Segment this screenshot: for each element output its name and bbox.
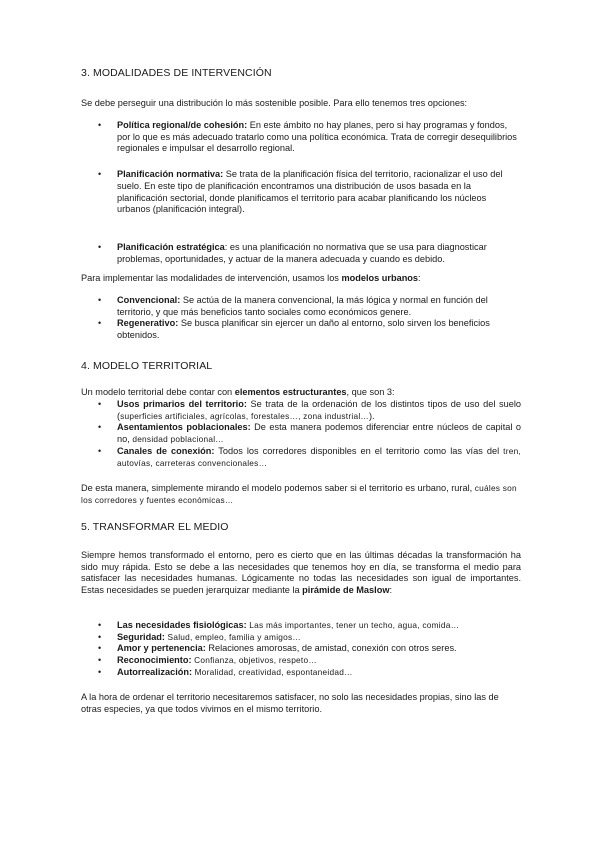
section-5-heading: 5. TRANSFORMAR EL MEDIO bbox=[81, 521, 229, 533]
item-title: Planificación normativa: bbox=[117, 169, 224, 180]
item-title: Asentamientos poblacionales: bbox=[117, 422, 251, 433]
list-item bbox=[81, 169, 521, 216]
section-3-intro: Se debe perseguir una distribución lo más sostenible posible. Para ello tenemos tres opciones: bbox=[81, 98, 468, 108]
intro-text: : bbox=[418, 273, 421, 283]
item-text: Relaciones amorosas, de amistad, conexión con otros seres. bbox=[205, 643, 457, 654]
paragraph-text: : bbox=[389, 585, 393, 596]
urban-models-intro bbox=[81, 273, 521, 285]
intervention-modes-list bbox=[81, 120, 521, 265]
maslow-needs-list bbox=[81, 620, 521, 679]
intro-text: , que son 3: bbox=[346, 387, 395, 397]
bullet-icon: • bbox=[98, 169, 102, 180]
closing-example: cuáles son los corredores y fuentes económicas… bbox=[81, 483, 517, 505]
bullet-icon: • bbox=[98, 631, 102, 642]
list-item bbox=[81, 422, 521, 445]
item-text: Todos los corredores disponibles en el territorio como las vías del bbox=[214, 445, 504, 456]
item-title: Planificación estratégica bbox=[117, 241, 225, 252]
item-example: Salud, empleo, familia y amigos… bbox=[167, 631, 301, 642]
section-3-heading: 3. MODALIDADES DE INTERVENCIÓN bbox=[81, 67, 272, 79]
list-item bbox=[81, 620, 521, 632]
section-4-intro bbox=[81, 387, 521, 399]
item-text: En este ámbito no hay planes, pero si hay programas y fondos, por lo que es más adecuado tratarlo como una política económica. Trata de corregir desequilibrios regionales e impulsar el desarrollo regional. bbox=[117, 120, 517, 154]
item-example: Confianza, objetivos, respeto… bbox=[194, 655, 317, 666]
bullet-icon: • bbox=[98, 445, 102, 456]
intro-bold: elementos estructurantes bbox=[234, 387, 347, 397]
bullet-icon: • bbox=[98, 399, 102, 409]
item-title: Amor y pertenencia: bbox=[117, 643, 206, 654]
item-example: densidad poblacional… bbox=[132, 434, 224, 445]
section-5-paragraph bbox=[81, 550, 521, 597]
list-item bbox=[81, 667, 521, 679]
item-text: Se actúa de la manera convencional, la más lógica y normal en función del territorio, y que más beneficios tanto sociales como económicos genere. bbox=[117, 295, 488, 317]
list-item bbox=[81, 632, 521, 644]
item-title: Reconocimiento: bbox=[117, 655, 192, 666]
item-title: Canales de conexión: bbox=[117, 445, 215, 456]
bullet-icon: • bbox=[98, 318, 102, 329]
item-example: superficies artificiales, agrícolas, forestales…, zona industrial… bbox=[120, 410, 369, 421]
bullet-icon: • bbox=[98, 120, 102, 130]
item-tail: ). bbox=[368, 410, 375, 421]
item-text: Se trata de la planificación física del territorio, racionalizar el uso del suelo. En este tipo de planificación encontramos una distribución de usos basada en la planificación sectorial, donde planificamos el territorio para acabar planificando los núcleos urbanos (planificación integral). bbox=[117, 169, 503, 215]
intro-text: Un modelo territorial debe contar con bbox=[81, 387, 235, 397]
item-example: Las más importantes, tener un techo, agua, comida… bbox=[249, 620, 460, 630]
list-item bbox=[81, 643, 521, 655]
bullet-icon: • bbox=[98, 295, 102, 305]
item-title: Usos primarios del territorio: bbox=[117, 399, 247, 409]
urban-models-list bbox=[81, 295, 521, 342]
intro-bold: modelos urbanos bbox=[341, 273, 419, 283]
list-item bbox=[81, 318, 521, 341]
bullet-icon: • bbox=[98, 643, 102, 654]
list-item bbox=[81, 446, 521, 469]
item-text: De esta manera podemos diferenciar entre núcleos de capital o no, bbox=[117, 422, 521, 445]
item-example: Moralidad, creatividad, espontaneidad… bbox=[194, 666, 353, 677]
section-4-closing bbox=[81, 483, 521, 506]
closing-text: De esta manera, simplemente mirando el modelo podemos saber si el territorio es urbano, rural, bbox=[81, 483, 475, 493]
bullet-icon: • bbox=[98, 241, 102, 252]
item-title: Convencional: bbox=[117, 295, 181, 305]
item-text: : es una planificación no normativa que se usa para diagnosticar problemas, oportunidades, y actuar de la manera adecuada y cuando es debido. bbox=[117, 241, 487, 264]
bullet-icon: • bbox=[98, 422, 102, 433]
item-text: Se trata de la ordenación de los distintos tipos de uso del suelo ( bbox=[117, 399, 521, 421]
item-title: Las necesidades fisiológicas: bbox=[117, 620, 247, 630]
item-title: Regenerativo: bbox=[117, 318, 179, 329]
item-title: Autorrealización: bbox=[117, 666, 193, 677]
structuring-elements-list bbox=[81, 399, 521, 469]
item-title: Política regional/de cohesión: bbox=[117, 120, 248, 130]
item-text: Se busca planificar sin ejercer un daño al entorno, solo sirven los beneficios obtenidos. bbox=[117, 318, 490, 341]
list-item bbox=[81, 399, 521, 422]
paragraph-text: Siempre hemos transformado el entorno, pero es cierto que en las últimas décadas la transformación ha sido muy rápida. Esto se debe a las necesidades que tenemos hoy en día, se transforma el medio para satisfacer las necesidades humanas. Lógicamente no todas las necesidades son igual de importantes. Estas necesidades se pueden jerarquizar mediante la bbox=[81, 550, 521, 596]
section-4-heading: 4. MODELO TERRITORIAL bbox=[81, 360, 213, 372]
section-5-closing: A la hora de ordenar el territorio necesitaremos satisfacer, no solo las necesidades propias, sino las de otras especies, ya que todos vivimos en el mismo territorio. bbox=[81, 692, 499, 714]
bullet-icon: • bbox=[98, 655, 102, 666]
paragraph-bold: pirámide de Maslow bbox=[302, 585, 390, 596]
bullet-icon: • bbox=[98, 620, 102, 630]
list-item bbox=[81, 295, 521, 318]
intro-text: Para implementar las modalidades de intervención, usamos los bbox=[81, 273, 342, 283]
list-item bbox=[81, 242, 521, 265]
bullet-icon: • bbox=[98, 666, 102, 677]
list-item bbox=[81, 655, 521, 667]
item-title: Seguridad: bbox=[117, 631, 165, 642]
list-item bbox=[81, 120, 521, 155]
item-example: tren, autovías, carreteras convencionales… bbox=[117, 445, 521, 468]
